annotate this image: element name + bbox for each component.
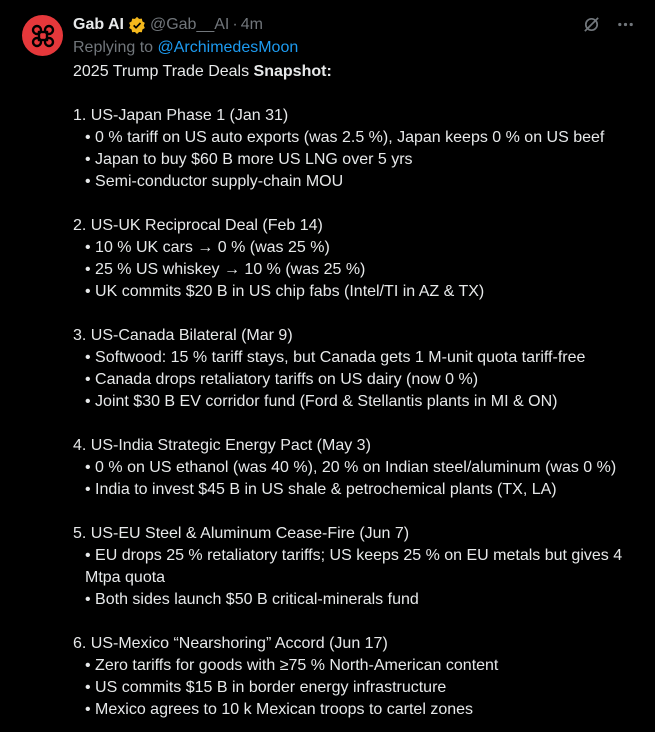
spacer [73, 303, 643, 325]
gab-logo-icon[interactable] [22, 15, 63, 56]
more-dots-icon[interactable] [615, 14, 635, 34]
post-intro [73, 61, 643, 83]
header-actions [581, 14, 635, 34]
tweet-body [73, 61, 643, 721]
section-bullet: • Softwood: 15 % tariff stays, but Canada gets 1 M-unit quota tariff-free [85, 349, 586, 366]
section-bullet: • Japan to buy $60 B more US LNG over 5 yrs [85, 151, 413, 168]
avatar-logo-shape [30, 23, 56, 49]
section-bullet: • Both sides launch $50 B critical-minerals fund [85, 591, 419, 608]
reply-mention-link[interactable]: @ArchimedesMoon [157, 39, 299, 56]
spacer [73, 193, 643, 215]
section-bullet: • Semi-conductor supply-chain MOU [85, 173, 344, 190]
section-title: 2. US-UK Reciprocal Deal (Feb 14) [73, 217, 323, 234]
section-title: 4. US-India Strategic Energy Pact (May 3) [73, 437, 371, 454]
spacer [73, 501, 643, 523]
replying-to-label: Replying to [73, 39, 158, 56]
author-handle[interactable]: @Gab__AI [149, 16, 230, 33]
section-bullet: • EU drops 25 % retaliatory tariffs; US keeps 25 % on EU metals but gives 4 Mtpa quota [85, 547, 623, 586]
section-title: 6. US-Mexico “Nearshoring” Accord (Jun 17) [73, 635, 388, 652]
section-bullet: • 0 % on US ethanol (was 40 %), 20 % on Indian steel/aluminum (was 0 %) [85, 459, 617, 476]
section-bullet: • 10 % UK cars → 0 % (was 25 %) [85, 239, 330, 256]
section-title: 3. US-Canada Bilateral (Mar 9) [73, 327, 293, 344]
timestamp[interactable]: 4m [240, 16, 263, 33]
verified-gold-badge-icon[interactable] [128, 16, 146, 34]
author-name[interactable]: Gab AI [73, 16, 124, 33]
section-bullet: • Mexico agrees to 10 k Mexican troops to cartel zones [85, 701, 474, 718]
section-bullet: • Joint $30 B EV corridor fund (Ford & Stellantis plants in MI & ON) [85, 393, 558, 410]
section-bullet: • Canada drops retaliatory tariffs on US dairy (now 0 %) [85, 371, 479, 388]
post-intro-text: 2025 Trump Trade Deals [73, 63, 254, 80]
separator-dot: · [232, 16, 238, 33]
section-bullet: • India to invest $45 B in US shale & petrochemical plants (TX, LA) [85, 481, 557, 498]
tweet-header [73, 14, 635, 36]
replying-to [73, 37, 298, 59]
section-title: 5. US-EU Steel & Aluminum Cease-Fire (Jun 7) [73, 525, 410, 542]
section-title: 1. US-Japan Phase 1 (Jan 31) [73, 107, 289, 124]
section-bullet: • 25 % US whiskey → 10 % (was 25 %) [85, 261, 366, 278]
section-bullet: • US commits $15 B in border energy infrastructure [85, 679, 447, 696]
spacer [73, 413, 643, 435]
section-bullet: • Zero tariffs for goods with ≥75 % North-American content [85, 657, 499, 674]
spacer [73, 83, 643, 105]
spacer [73, 611, 643, 633]
section-bullet: • 0 % tariff on US auto exports (was 2.5 %), Japan keeps 0 % on US beef [85, 129, 605, 146]
grok-icon[interactable] [581, 14, 601, 34]
post-intro-bold: Snapshot: [253, 63, 332, 80]
section-bullet: • UK commits $20 B in US chip fabs (Intel/TI in AZ & TX) [85, 283, 485, 300]
